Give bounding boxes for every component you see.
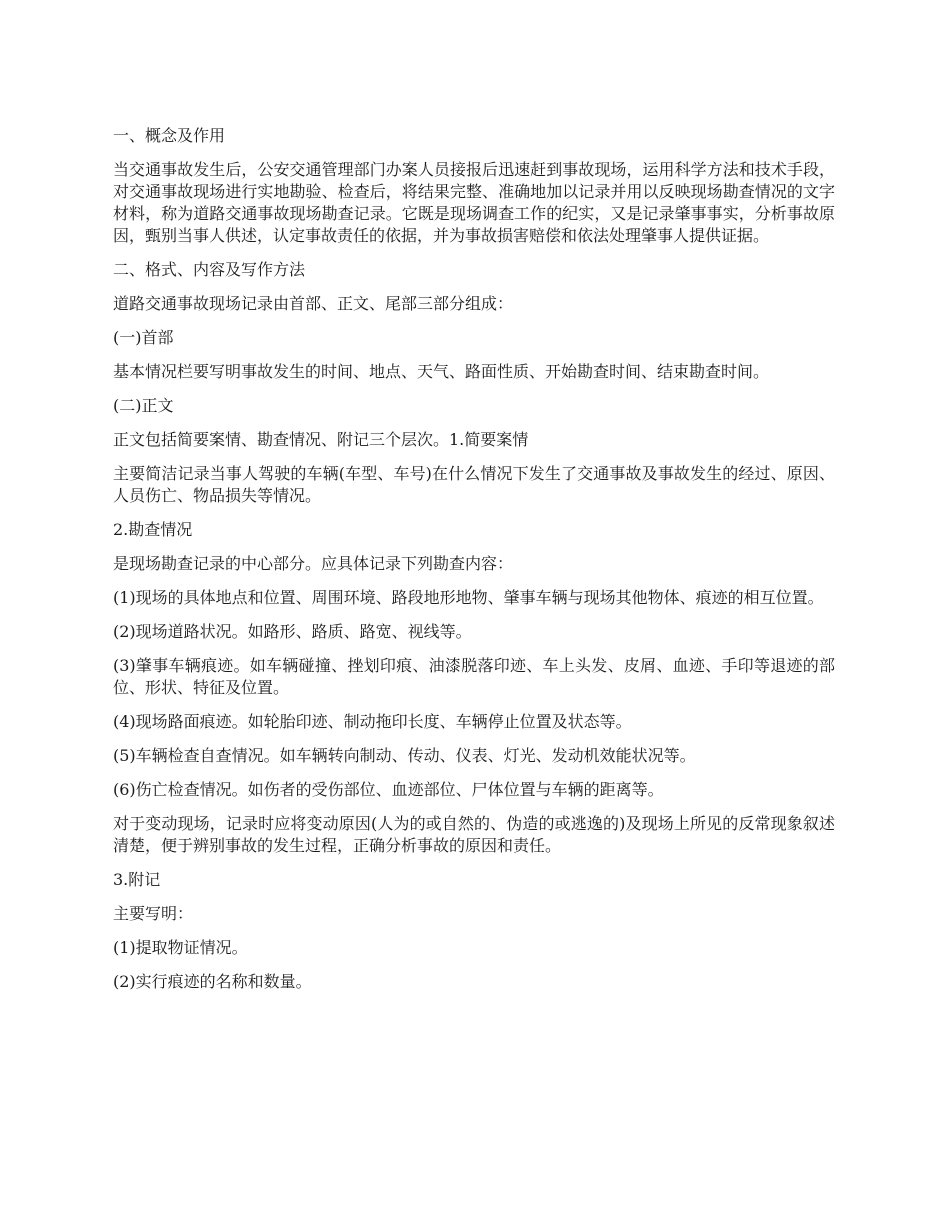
list-item-road-traces: (4)现场路面痕迹。如轮胎印迹、制动拖印长度、车辆停止位置及状态等。: [113, 712, 632, 731]
list-item-vehicle-check: (5)车辆检查自查情况。如车辆转向制动、传动、仪表、灯光、发动机效能状况等。: [113, 746, 696, 765]
list-item-vehicle-traces: (3)肇事车辆痕迹。如车辆碰撞、挫划印痕、油漆脱落印迹、车上头发、皮屑、血迹、手印等退迹的部位、形状、特征及位置。: [113, 656, 835, 697]
list-item-location: (1)现场的具体地点和位置、周围环境、路段地形地物、肇事车辆与现场其他物体、痕迹的相互位置。: [113, 588, 824, 607]
list-item-road-condition: (2)现场道路状况。如路形、路质、路宽、视线等。: [113, 622, 472, 641]
subheading-header-part: (一)首部: [113, 328, 174, 347]
paragraph-basic-info: 基本情况栏要写明事故发生的时间、地点、天气、路面性质、开始勘查时间、结束勘查时间。: [113, 362, 770, 381]
paragraph-composition: 道路交通事故现场记录由首部、正文、尾部三部分组成：: [113, 294, 514, 313]
list-item-evidence: (1)提取物证情况。: [113, 938, 248, 957]
paragraph-altered-scene: 对于变动现场，记录时应将变动原因(人为的或自然的、伪造的或逃逸的)及现场上所见的反常现象叙述清楚，便于辨别事故的发生过程，正确分析事故的原因和责任。: [113, 814, 835, 855]
document-body: [113, 125, 835, 1005]
subheading-appendix: 3.附记: [113, 870, 161, 889]
section-heading-concept: 一、概念及作用: [113, 126, 226, 145]
paragraph-inspection-intro: 是现场勘查记录的中心部分。应具体记录下列勘查内容：: [113, 554, 514, 573]
paragraph-case-summary: 主要简洁记录当事人驾驶的车辆(车型、车号)在什么情况下发生了交通事故及事故发生的经过、原因、人员伤亡、物品损失等情况。: [113, 464, 835, 505]
paragraph-body-levels: 正文包括简要案情、勘查情况、附记三个层次。1.简要案情: [113, 430, 529, 449]
list-item-casualty-check: (6)伤亡检查情况。如伤者的受伤部位、血迹部位、尸体位置与车辆的距离等。: [113, 780, 664, 799]
paragraph-definition: 当交通事故发生后，公安交通管理部门办案人员接报后迅速赶到事故现场，运用科学方法和技术手段，对交通事故现场进行实地勘验、检查后，将结果完整、准确地加以记录并用以反映现场勘查情况的文字材料，称为道路交通事故现场勘查记录。它既是现场调查工作的纪实，又是记录肇事事实，分析事故原因，甄别当事人供述，认定事故责任的依据，并为事故损害赔偿和依法处理肇事人提供证据。: [113, 160, 835, 245]
paragraph-appendix-intro: 主要写明：: [113, 904, 194, 923]
subheading-inspection: 2.勘查情况: [113, 520, 193, 539]
subheading-body-part: (二)正文: [113, 396, 174, 415]
section-heading-format: 二、格式、内容及写作方法: [113, 260, 306, 279]
list-item-trace-names: (2)实行痕迹的名称和数量。: [113, 972, 312, 991]
